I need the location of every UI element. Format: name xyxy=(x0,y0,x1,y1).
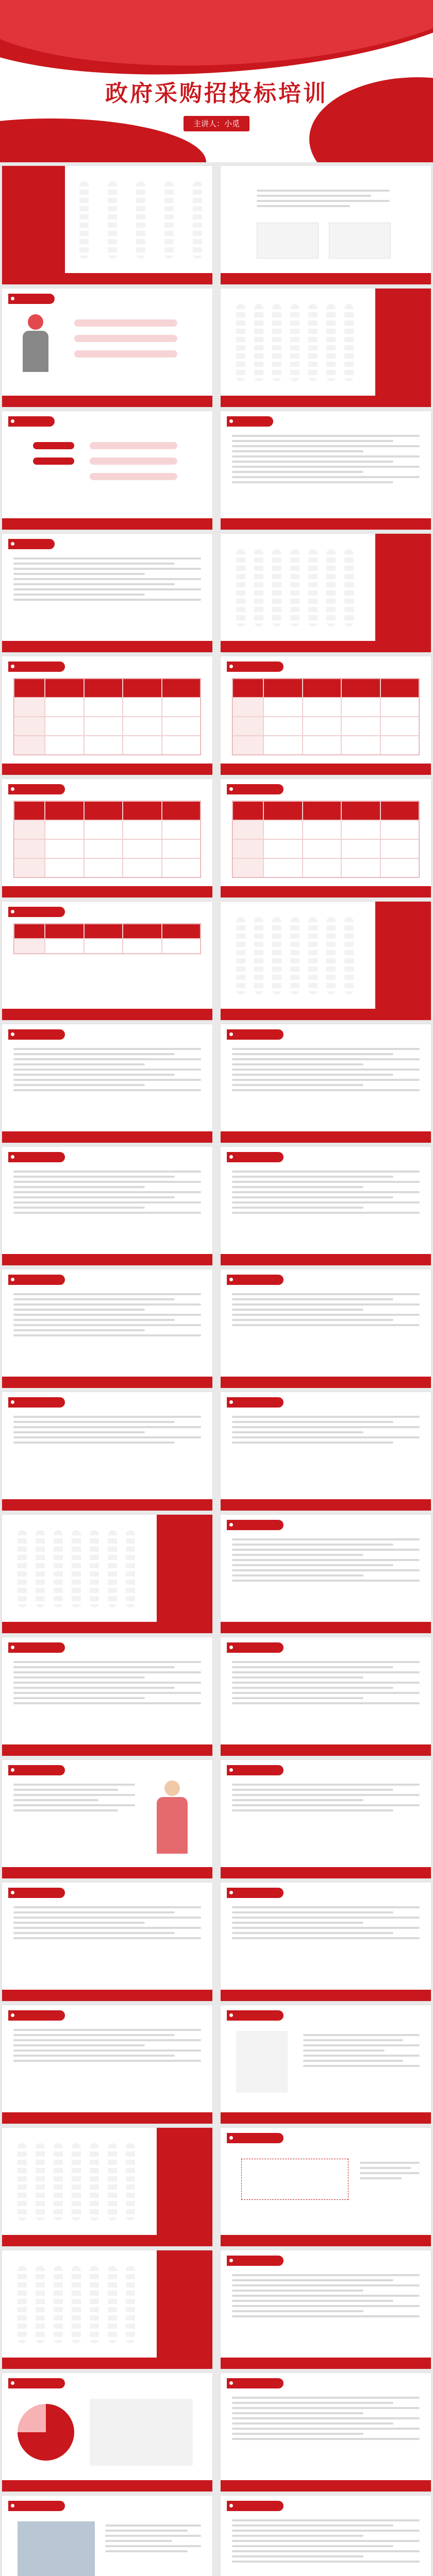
slide-thumbnail[interactable] xyxy=(2,1269,212,1388)
slide-thumbnail[interactable] xyxy=(221,1515,431,1633)
slide-footer-band xyxy=(221,1254,431,1265)
slide-thumbnail[interactable] xyxy=(2,1147,212,1265)
slide-header-tag xyxy=(227,416,273,427)
slide-footer-band xyxy=(2,2358,212,2369)
slide-header-tag xyxy=(227,1765,284,1775)
photo-placeholder xyxy=(90,2399,193,2466)
toc-columns xyxy=(18,1530,135,1607)
toc-side-panel xyxy=(2,166,65,273)
slide-thumbnail[interactable] xyxy=(2,2005,212,2124)
slide-header-tag xyxy=(8,2010,65,2021)
cover-slide[interactable] xyxy=(0,0,433,162)
content-table xyxy=(13,923,201,954)
slide-footer-band xyxy=(2,1009,212,1020)
slide-footer-band xyxy=(2,2112,212,2124)
toc-side-panel xyxy=(157,2128,212,2235)
slide-header-tag xyxy=(8,2501,65,2511)
slide-thumbnail[interactable] xyxy=(2,2128,212,2246)
slide-footer-band xyxy=(221,1131,431,1143)
slide-thumbnail[interactable] xyxy=(221,1392,431,1511)
slide-footer-band xyxy=(2,1499,212,1511)
slide-header-tag xyxy=(227,2378,284,2388)
flow-box xyxy=(33,442,74,449)
person-illustration xyxy=(152,1781,193,1858)
slide-footer-band xyxy=(221,641,431,652)
list-item xyxy=(74,319,177,327)
toc-side-panel xyxy=(375,534,431,641)
slide-thumbnail[interactable] xyxy=(2,1392,212,1511)
content-table xyxy=(232,678,420,755)
content-table xyxy=(232,801,420,878)
slide-footer-band xyxy=(221,1009,431,1020)
slide-footer-band xyxy=(2,1990,212,2001)
slide-thumbnail[interactable] xyxy=(2,779,212,897)
slide-footer-band xyxy=(2,2480,212,2492)
slide-footer-band xyxy=(221,2112,431,2124)
slide-footer-band xyxy=(221,2358,431,2369)
speaker-badge: 主讲人：小觅 xyxy=(184,116,249,131)
slide-header-tag xyxy=(8,1275,65,1285)
slide-footer-band xyxy=(221,518,431,530)
slide-footer-band xyxy=(221,1499,431,1511)
content-table xyxy=(13,801,201,878)
slide-footer-band xyxy=(2,273,212,284)
slide-thumbnail[interactable] xyxy=(2,534,212,652)
slide-thumbnail[interactable] xyxy=(2,1515,212,1633)
slide-header-tag xyxy=(8,1152,65,1162)
slide-thumbnail[interactable] xyxy=(221,1760,431,1878)
slide-footer-band xyxy=(221,1990,431,2001)
slide-thumbnail[interactable] xyxy=(2,1883,212,2001)
slide-thumbnail[interactable] xyxy=(221,1024,431,1143)
slide-footer-band xyxy=(2,886,212,897)
table-box xyxy=(329,223,391,259)
slide-footer-band xyxy=(2,1131,212,1143)
slide-thumbnail[interactable] xyxy=(221,779,431,897)
slide-footer-band xyxy=(2,1377,212,1388)
slide-footer-band xyxy=(221,1867,431,1878)
toc-columns xyxy=(236,917,354,994)
slide-footer-band xyxy=(221,2480,431,2492)
slide-footer-band xyxy=(2,518,212,530)
slide-thumbnail[interactable] xyxy=(2,2496,212,2576)
slide-thumbnail[interactable] xyxy=(221,2005,431,2124)
slide-header-tag xyxy=(227,1275,284,1285)
slide-thumbnail[interactable] xyxy=(2,411,212,530)
slide-header-tag xyxy=(8,1029,65,1040)
slide-footer-band xyxy=(221,2235,431,2246)
slide-footer-band xyxy=(221,1744,431,1756)
slide-header-tag xyxy=(227,662,284,672)
slide-header-tag xyxy=(227,2010,284,2021)
flow-box xyxy=(33,457,74,465)
slide-thumbnail[interactable] xyxy=(221,2496,431,2576)
slide-footer-band xyxy=(2,1744,212,1756)
slide-header-tag xyxy=(8,539,55,549)
slide-footer-band xyxy=(2,396,212,407)
slide-thumbnail[interactable] xyxy=(2,166,212,284)
toc-columns xyxy=(236,304,354,381)
slide-header-tag xyxy=(227,2501,284,2511)
slide-thumbnail[interactable] xyxy=(221,902,431,1020)
content-table xyxy=(13,678,201,755)
slide-header-tag xyxy=(8,416,55,427)
slide-thumbnail[interactable] xyxy=(2,1760,212,1878)
quote-box xyxy=(241,2159,348,2200)
red-swoosh-decoration xyxy=(0,118,206,162)
toc-side-panel xyxy=(157,1515,212,1622)
slide-thumbnail[interactable] xyxy=(221,2128,431,2246)
slide-thumbnail[interactable] xyxy=(221,1269,431,1388)
pie-graphic xyxy=(18,2404,74,2461)
slide-footer-band xyxy=(221,764,431,775)
slide-thumbnail[interactable] xyxy=(2,656,212,775)
table-box xyxy=(257,223,319,259)
toc-columns xyxy=(236,549,354,626)
flow-box xyxy=(90,457,177,465)
slide-footer-band xyxy=(2,1867,212,1878)
flow-box xyxy=(90,442,177,449)
slide-thumbnail[interactable] xyxy=(221,656,431,775)
slide-thumbnail[interactable] xyxy=(221,1637,431,1756)
cover-title: 政府采购招投标培训 xyxy=(105,80,328,107)
slide-footer-band xyxy=(221,273,431,284)
slide-thumbnail[interactable] xyxy=(221,411,431,530)
slide-thumbnail[interactable] xyxy=(2,1637,212,1756)
slide-footer-band xyxy=(221,396,431,407)
slide-footer-band xyxy=(2,2235,212,2246)
slide-footer-band xyxy=(2,1254,212,1265)
people-illustration xyxy=(236,2031,288,2093)
slide-header-tag xyxy=(8,1888,65,1898)
slide-thumbnail[interactable] xyxy=(221,1147,431,1265)
slide-footer-band xyxy=(221,886,431,897)
flow-box xyxy=(90,473,177,480)
slide-thumbnail[interactable] xyxy=(221,1883,431,2001)
slide-footer-band xyxy=(2,1622,212,1633)
slide-header-tag xyxy=(227,784,284,794)
slide-header-tag xyxy=(8,907,65,917)
slide-footer-band xyxy=(2,641,212,652)
slide-header-tag xyxy=(227,1888,284,1898)
slide-header-tag xyxy=(227,1152,284,1162)
toc-side-panel xyxy=(375,289,431,396)
toc-columns xyxy=(18,2143,135,2221)
slide-thumbnail[interactable] xyxy=(221,2373,431,2492)
slide-footer-band xyxy=(221,1622,431,1633)
slide-header-tag xyxy=(227,1029,284,1040)
toc-side-panel xyxy=(375,902,431,1009)
slide-thumbnail[interactable] xyxy=(2,1024,212,1143)
slide-header-tag xyxy=(227,2256,284,2266)
slide-thumbnail[interactable] xyxy=(221,166,431,284)
slide-thumbnail[interactable] xyxy=(2,2373,212,2492)
slide-footer-band xyxy=(2,764,212,775)
slide-header-tag xyxy=(8,1397,65,1408)
slide-header-tag xyxy=(8,2378,65,2388)
slide-header-tag xyxy=(227,1397,284,1408)
slide-header-tag xyxy=(8,1642,65,1653)
slide-thumbnail[interactable] xyxy=(2,902,212,1020)
slide-header-tag xyxy=(8,1765,65,1775)
slide-header-tag xyxy=(8,784,65,794)
photo-placeholder xyxy=(18,2521,95,2576)
list-item xyxy=(74,335,177,342)
slide-footer-band xyxy=(221,1377,431,1388)
slide-thumbnail[interactable] xyxy=(221,2250,431,2369)
slide-thumbnail[interactable] xyxy=(2,2250,212,2369)
toc-side-panel xyxy=(157,2250,212,2358)
slide-header-tag xyxy=(8,294,55,304)
list-item xyxy=(74,350,177,358)
slide-thumbnail[interactable] xyxy=(221,534,431,652)
slide-thumbnail[interactable] xyxy=(2,289,212,407)
slide-header-tag xyxy=(227,2133,284,2143)
slide-thumbnail[interactable] xyxy=(221,289,431,407)
slide-header-tag xyxy=(227,1520,284,1530)
slide-header-tag xyxy=(8,662,65,672)
slide-header-tag xyxy=(227,1642,284,1653)
toc-columns xyxy=(79,181,202,259)
toc-columns xyxy=(18,2266,135,2343)
person-illustration xyxy=(18,314,54,376)
